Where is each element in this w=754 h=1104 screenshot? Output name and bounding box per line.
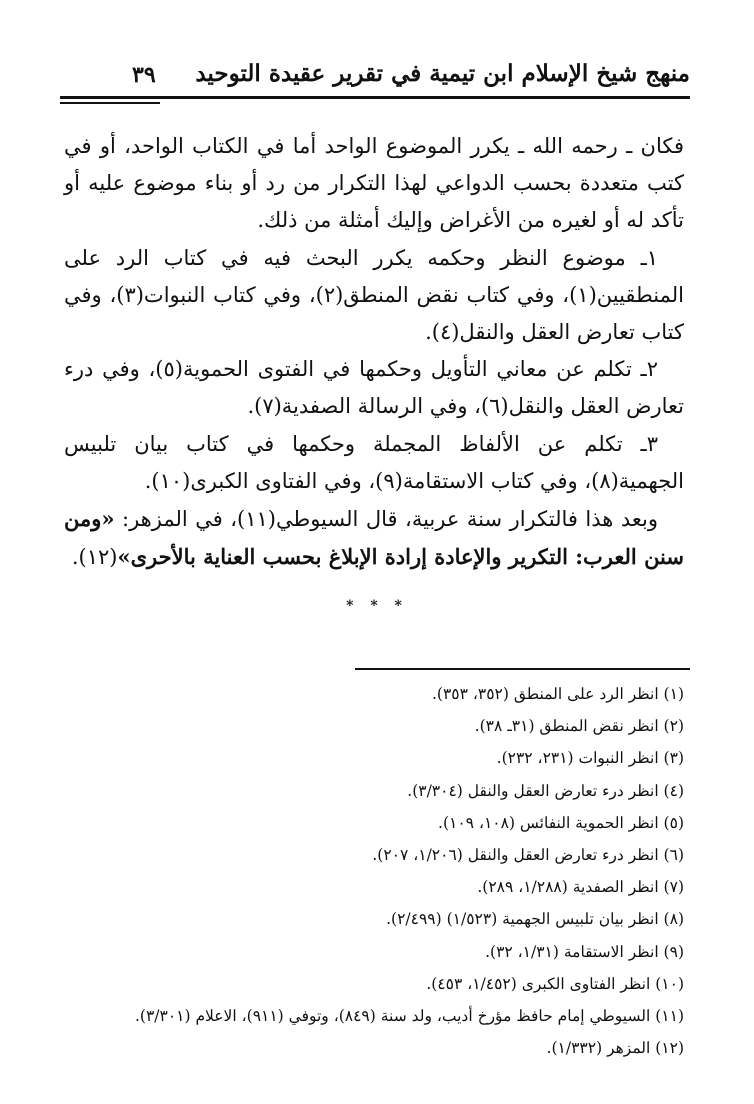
conclusion-text: وبعد هذا فالتكرار سنة عربية، قال السيوطي(١١)، في المزهر: xyxy=(114,507,658,532)
page-number: ٣٩ xyxy=(132,62,156,88)
footnote-4: (٤) انظر درء تعارض العقل والنقل (٣/٣٠٤). xyxy=(407,781,684,800)
footnote-2: (٢) انظر نقض المنطق (٣١ـ ٣٨). xyxy=(474,717,684,736)
footnote-rule xyxy=(355,668,690,670)
header-rule-short xyxy=(60,102,160,104)
footnote-10: (١٠) انظر الفتاوى الكبرى (١/٤٥٢، ٤٥٣). xyxy=(426,974,684,993)
footnote-1: (١) انظر الرد على المنطق (٣٥٢، ٣٥٣). xyxy=(432,685,684,703)
footnote-8: (٨) انظر بيان تلبيس الجهمية (١/٥٢٣) (٢/٤٩٩). xyxy=(386,910,684,929)
footnote-6: (٦) انظر درء تعارض العقل والنقل (١/٢٠٦، ٢٠٧). xyxy=(372,846,684,865)
quote-suffix: (١٢). xyxy=(71,545,118,570)
paragraph-item-2: ٢ـ تكلم عن معاني التأويل وحكمها في الفتوى الحموية(٥)، وفي درء تعارض العقل والنقل(٦)، وفي الرسالة الصفدية(٧). xyxy=(64,357,684,419)
section-separator: * * * xyxy=(346,598,408,614)
header-rule xyxy=(60,96,690,99)
running-title: منهج شيخ الإسلام ابن تيمية في تقرير عقيدة التوحيد xyxy=(195,60,690,87)
footnotes xyxy=(44,678,684,1064)
main-text xyxy=(64,128,684,576)
paragraph-conclusion xyxy=(64,500,684,576)
footnote-7: (٧) انظر الصفدية (١/٢٨٨، ٢٨٩). xyxy=(477,878,684,897)
footnote-9: (٩) انظر الاستقامة (١/٣١، ٣٢). xyxy=(485,942,684,961)
footnote-11: (١١) السيوطي إمام حافظ مؤرخ أديب، ولد سنة (٨٤٩)، وتوفي (٩١١)، الاعلام (٣/٣٠١). xyxy=(134,1007,684,1026)
footnote-3: (٣) انظر النبوات (٢٣١، ٢٣٢). xyxy=(496,749,684,768)
paragraph-intro: فكان ـ رحمه الله ـ يكرر الموضوع الواحد أما في الكتاب الواحد، أو في كتب متعددة بحسب الدواعي لهذا التكرار من رد أو بناء موضوع عليه أو تأكد له أو لغيره من الأغراض وإليك أمثلة من ذلك. xyxy=(64,134,684,233)
footnote-12: (١٢) المزهر (١/٣٣٢). xyxy=(546,1039,684,1058)
paragraph-item-3: ٣ـ تكلم عن الألفاظ المجملة وحكمها في كتاب بيان تلبيس الجهمية(٨)، وفي كتاب الاستقامة(٩)، وفي الفتاوى الكبرى(١٠). xyxy=(64,431,684,493)
footnote-5: (٥) انظر الحموية النفائس (١٠٨، ١٠٩). xyxy=(438,813,684,832)
paragraph-item-1: ١ـ موضوع النظر وحكمه يكرر البحث فيه في كتاب الرد على المنطقيين(١)، وفي كتاب نقض المنطق(٢)، وفي كتاب النبوات(٣)، وفي كتاب تعارض العقل والنقل(٤). xyxy=(64,245,684,345)
quote-text: «ومن سنن العرب: التكرير والإعادة إرادة الإبلاغ بحسب العناية بالأحرى» xyxy=(64,506,684,570)
page-header xyxy=(60,60,690,110)
